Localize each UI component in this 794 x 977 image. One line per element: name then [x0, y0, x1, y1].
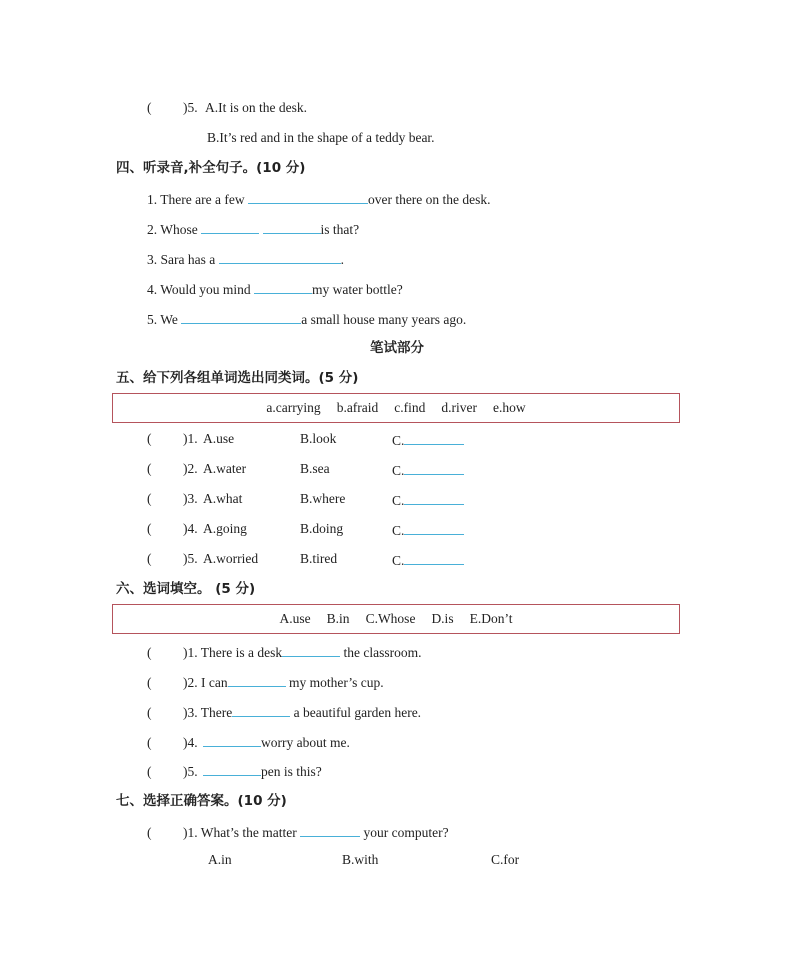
blank-line[interactable] [263, 219, 321, 234]
option-c-label: C. [392, 553, 405, 568]
question-number: )5. [183, 100, 198, 115]
option-a: A.going [203, 521, 247, 536]
sentence-post: the classroom. [343, 645, 422, 660]
option-a: A.It is on the desk. [205, 100, 307, 115]
sentence-pre: What’s the matter [200, 825, 297, 840]
sentence-post: my mother’s cup. [288, 675, 384, 690]
option-c [392, 430, 464, 450]
q1-text-post: over there on the desk. [367, 192, 491, 207]
question-number: )3. [183, 705, 198, 720]
option-a[interactable]: A.in [208, 852, 232, 867]
q1-text-pre: 1. There are a few [147, 192, 245, 207]
sec6-row [147, 642, 421, 662]
option-b: B.sea [300, 461, 330, 476]
word-bank-item: A.use [279, 611, 311, 626]
blank-line[interactable] [232, 702, 290, 717]
q4-text-post: my water bottle? [312, 282, 403, 297]
option-b: B.where [300, 491, 346, 506]
option-c [392, 490, 464, 510]
blank-line[interactable] [228, 672, 286, 687]
question-number: )3. [183, 491, 198, 506]
answer-paren[interactable]: ( [147, 491, 152, 506]
answer-paren[interactable]: ( [147, 431, 152, 446]
word-bank-item: e.how [493, 400, 526, 415]
question-number: )1. [183, 825, 198, 840]
sentence-pre: I can [201, 675, 228, 690]
sec5-heading: 五、给下列各组单词选出同类词。(5 分) [116, 370, 359, 386]
question-number: )1. [183, 645, 198, 660]
sec6-heading: 六、选词填空。 (5 分) [116, 581, 256, 597]
option-a: A.water [203, 461, 247, 476]
answer-paren[interactable]: ( [147, 100, 152, 115]
answer-paren[interactable]: ( [147, 461, 152, 476]
sec4-q1 [147, 189, 491, 209]
answer-paren[interactable]: ( [147, 735, 152, 750]
blank-line[interactable] [404, 550, 464, 565]
q5-text-pre: 5. We [147, 312, 178, 327]
answer-paren[interactable]: ( [147, 675, 152, 690]
sentence-post: worry about me. [261, 735, 350, 750]
sec6-row [147, 702, 421, 722]
sec4-heading: 四、听录音,补全句子。(10 分) [116, 160, 306, 176]
answer-paren[interactable]: ( [147, 551, 152, 566]
sec3-q5-option-b: B.It’s red and in the shape of a teddy bear. [207, 130, 435, 145]
sentence-pre: There is a desk [200, 645, 283, 660]
blank-line[interactable] [300, 822, 360, 837]
q2-text-pre: 2. Whose [147, 222, 198, 237]
sec5-word-bank [112, 393, 680, 423]
word-bank-item: C.Whose [365, 611, 416, 626]
word-bank-item: D.is [431, 611, 454, 626]
sentence-post: pen is this? [261, 764, 322, 779]
option-c-label: C. [392, 523, 405, 538]
blank-line[interactable] [203, 732, 261, 747]
answer-paren[interactable]: ( [147, 521, 152, 536]
option-a: A.worried [203, 551, 259, 566]
option-c-label: C. [392, 463, 405, 478]
question-number: )5. [183, 764, 198, 779]
question-number: )5. [183, 551, 198, 566]
blank-line[interactable] [248, 189, 368, 204]
blank-line[interactable] [404, 460, 464, 475]
answer-paren[interactable]: ( [147, 705, 152, 720]
blank-line[interactable] [254, 279, 312, 294]
word-bank-item: b.afraid [336, 400, 379, 415]
option-c [392, 550, 464, 570]
sentence-post: your computer? [363, 825, 449, 840]
word-bank-item: B.in [326, 611, 350, 626]
sec4-q3 [147, 249, 344, 269]
option-b: B.doing [300, 521, 344, 536]
sec4-q2 [147, 219, 359, 239]
blank-line[interactable] [404, 490, 464, 505]
question-number: )1. [183, 431, 198, 446]
word-bank-item: E.Don’t [469, 611, 513, 626]
option-b: B.tired [300, 551, 338, 566]
q3-text-pre: 3. Sara has a [147, 252, 216, 267]
option-b: B.look [300, 431, 337, 446]
option-c [392, 520, 464, 540]
word-bank-item: c.find [394, 400, 426, 415]
blank-line[interactable] [201, 219, 259, 234]
sec7-heading: 七、选择正确答案。(10 分) [116, 793, 287, 809]
sentence-post: a beautiful garden here. [293, 705, 422, 720]
option-c-label: C. [392, 433, 405, 448]
sec6-word-bank [112, 604, 680, 634]
word-bank-item: d.river [441, 400, 478, 415]
option-a: A.use [203, 431, 235, 446]
q3-text-post: . [340, 252, 344, 267]
sec4-q5 [147, 309, 466, 329]
blank-line[interactable] [404, 520, 464, 535]
question-number: )2. [183, 675, 198, 690]
written-part-title: 笔试部分 [370, 340, 424, 356]
q5-text-post: a small house many years ago. [301, 312, 467, 327]
blank-line[interactable] [282, 642, 340, 657]
sentence-pre: There [200, 705, 233, 720]
sec3-q5-row [147, 99, 307, 117]
question-number: )4. [183, 521, 198, 536]
sec6-row [147, 732, 350, 752]
option-c [392, 460, 464, 480]
option-b[interactable]: B.with [342, 852, 379, 867]
blank-line[interactable] [219, 249, 341, 264]
q2-text-post: is that? [320, 222, 360, 237]
sec6-row [147, 761, 322, 781]
option-c-label: C. [392, 493, 405, 508]
answer-paren[interactable]: ( [147, 645, 152, 660]
blank-line[interactable] [203, 761, 261, 776]
word-bank-item: a.carrying [266, 400, 321, 415]
option-a: A.what [203, 491, 243, 506]
sec7-q1 [147, 822, 449, 842]
q4-text-pre: 4. Would you mind [147, 282, 251, 297]
option-c[interactable]: C.for [491, 852, 520, 867]
blank-line[interactable] [404, 430, 464, 445]
question-number: )4. [183, 735, 198, 750]
question-number: )2. [183, 461, 198, 476]
sec4-q4 [147, 279, 403, 299]
answer-paren[interactable]: ( [147, 764, 152, 779]
blank-line[interactable] [181, 309, 301, 324]
answer-paren[interactable]: ( [147, 825, 152, 840]
sec6-row [147, 672, 384, 692]
